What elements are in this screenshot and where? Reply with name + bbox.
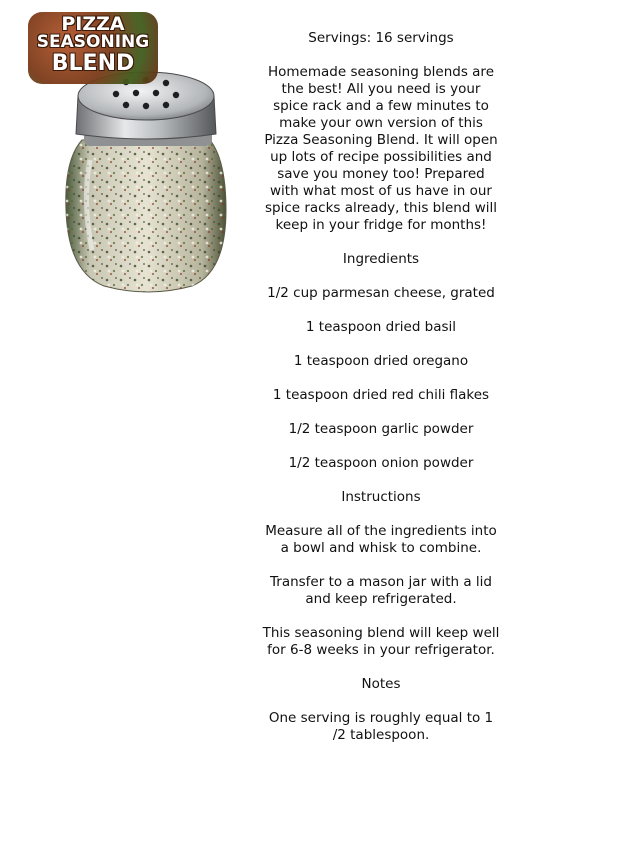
- ingredient-item: 1 teaspoon dried red chili flakes: [272, 387, 490, 403]
- pizza-seasoning-blend-logo: [28, 12, 158, 88]
- logo-line-1: PIZZA: [61, 13, 125, 35]
- logo-line-3: BLEND: [51, 51, 135, 76]
- logo-line-2: SEASONING: [36, 32, 150, 52]
- instruction-step: Transfer to a mason jar with a lid and keep refrigerated.: [270, 574, 492, 607]
- notes-heading: Notes: [361, 676, 401, 692]
- intro-paragraph: Homemade seasoning blends are the best! All you need is your spice rack and a few minutes to make your own version of this Pizza Seasoning Blend. It will open up lots of recipe possibilities and save you money too! Prepared with what most of us have in our spice racks already, this blend will keep in your fridge for months!: [264, 64, 498, 233]
- recipe-photo: [20, 10, 240, 300]
- ingredient-item: 1 teaspoon dried oregano: [293, 353, 469, 369]
- ingredient-item: 1/2 cup parmesan cheese, grated: [267, 285, 495, 301]
- ingredients-heading: Ingredients: [342, 251, 420, 267]
- instruction-step: Measure all of the ingredients into a bowl and whisk to combine.: [265, 523, 497, 556]
- ingredient-item: 1 teaspoon dried basil: [305, 319, 457, 335]
- ingredient-item: 1/2 teaspoon onion powder: [288, 455, 474, 471]
- notes-text: One serving is roughly equal to 1 /2 tablespoon.: [268, 710, 494, 743]
- instructions-heading: Instructions: [341, 489, 421, 505]
- recipe-text: [262, 30, 500, 761]
- instruction-step: This seasoning blend will keep well for 6-8 weeks in your refrigerator.: [262, 625, 500, 658]
- ingredient-item: 1/2 teaspoon garlic powder: [288, 421, 474, 437]
- servings-text: Servings: 16 servings: [308, 30, 454, 46]
